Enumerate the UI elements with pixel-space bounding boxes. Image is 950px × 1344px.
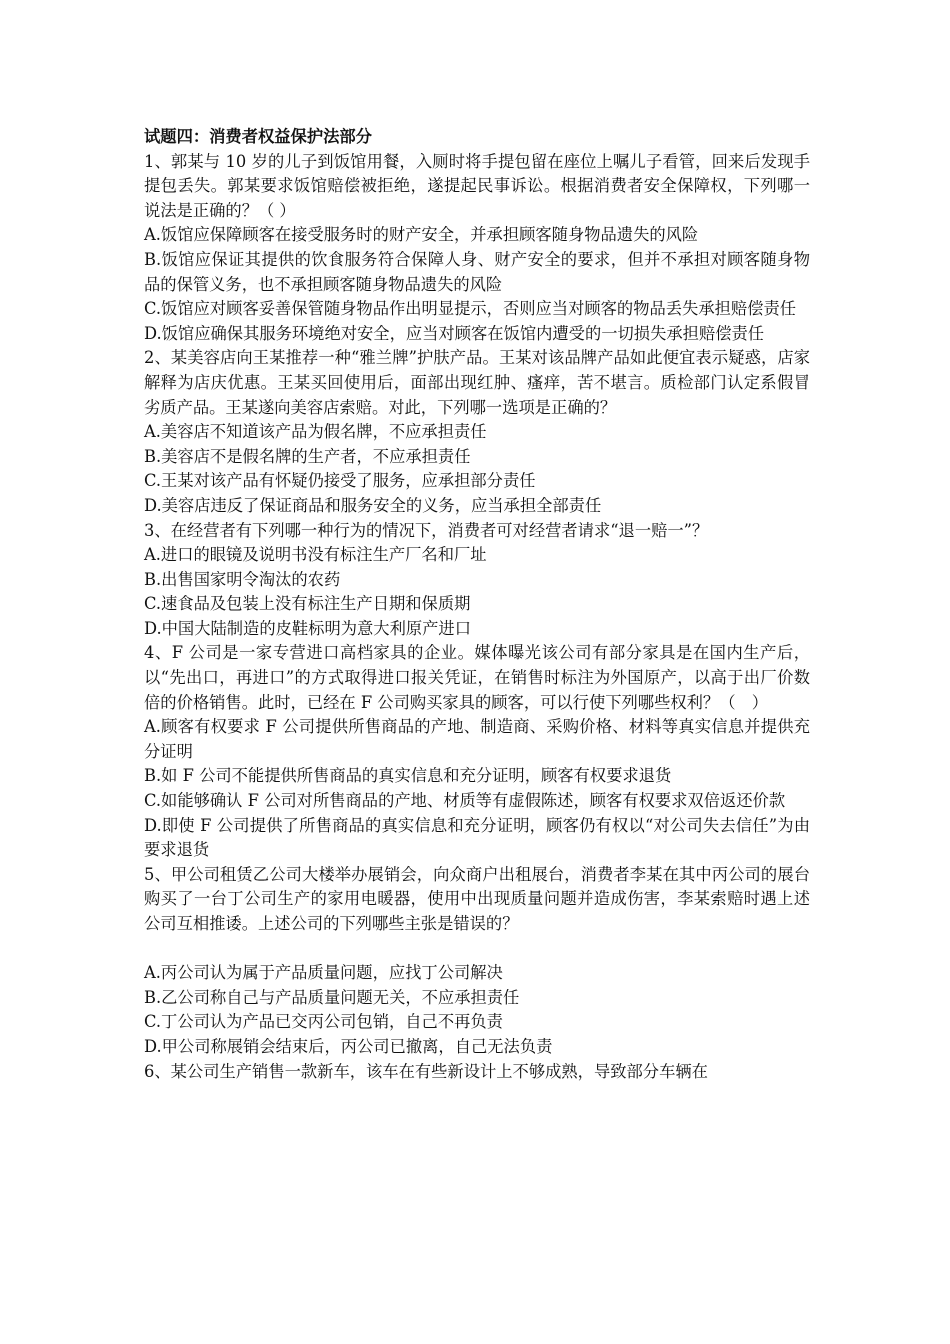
question-5-option-c: C.丁公司认为产品已交丙公司包销，自己不再负责 bbox=[144, 1012, 503, 1032]
question-5-stem: 5、甲公司租赁乙公司大楼举办展销会，向众商户出租展台，消费者李某在其中丙公司的展台购买了一台丁公司生产的家用电暖器，使用中出现质量问题并造成伤害，李某索赔时遇上述公司互相推诿。上述公司的下列哪些主张是错误的？ bbox=[144, 864, 810, 933]
question-3-stem: 3、在经营者有下列哪一种行为的情况下，消费者可对经营者请求“退一赔一”？ bbox=[144, 520, 709, 540]
question-2-stem: 2、某美容店向王某推荐一种“雅兰牌”护肤产品。王某对该品牌产品如此便宜表示疑惑，店家解释为店庆优惠。王某买回使用后，面部出现红肿、瘙痒，苦不堪言。质检部门认定系假冒劣质产品。王某遂向美容店索赔。对此，下列哪一选项是正确的？ bbox=[144, 348, 810, 417]
question-5-option-b: B.乙公司称自己与产品质量问题无关，不应承担责任 bbox=[144, 987, 520, 1007]
question-1-option-a: A.饭馆应保障顾客在接受服务时的财产安全，并承担顾客随身物品遗失的风险 bbox=[144, 225, 699, 245]
blank-line bbox=[144, 937, 810, 962]
question-4-option-b: B.如 F 公司不能提供所售商品的真实信息和充分证明，顾客有权要求退货 bbox=[144, 766, 672, 786]
question-1-option-d: D.饭馆应确保其服务环境绝对安全，应当对顾客在饭馆内遭受的一切损失承担赔偿责任 bbox=[144, 323, 765, 343]
question-1-option-b: B.饭馆应保证其提供的饮食服务符合保障人身、财产安全的要求，但并不承担对顾客随身物品的保管义务，也不承担顾客随身物品遗失的风险 bbox=[144, 249, 810, 294]
question-5-option-d: D.甲公司称展销会结束后，丙公司已撤离，自己无法负责 bbox=[144, 1036, 553, 1056]
question-2-option-c: C.王某对该产品有怀疑仍接受了服务，应承担部分责任 bbox=[144, 471, 536, 491]
question-4-option-a: A.顾客有权要求 F 公司提供所售商品的产地、制造商、采购价格、材料等真实信息并提供充分证明 bbox=[144, 717, 810, 761]
question-4-stem: 4、F 公司是一家专营进口高档家具的企业。媒体曝光该公司有部分家具是在国内生产后，以“先出口，再进口”的方式取得进口报关凭证，在销售时标注为外国原产，以高于出厂价数倍的价格销售。此时，已经在 F 公司购买家具的顾客，可以行使下列哪些权利？（ ） bbox=[144, 643, 810, 712]
question-3-option-c: C.速食品及包装上没有标注生产日期和保质期 bbox=[144, 594, 471, 614]
question-2-option-d: D.美容店违反了保证商品和服务安全的义务，应当承担全部责任 bbox=[144, 495, 602, 515]
question-1-stem: 1、郭某与 10 岁的儿子到饭馆用餐，入厕时将手提包留在座位上嘱儿子看管，回来后发现手提包丢失。郭某要求饭馆赔偿被拒绝，遂提起民事诉讼。根据消费者安全保障权，下列哪一说法是正确的？（ ） bbox=[144, 151, 810, 220]
question-4-option-c: C.如能够确认 F 公司对所售商品的产地、材质等有虚假陈述，顾客有权要求双倍返还价款 bbox=[144, 791, 786, 811]
document-body bbox=[144, 125, 810, 1084]
question-2-option-a: A.美容店不知道该产品为假名牌，不应承担责任 bbox=[144, 422, 487, 442]
question-1-option-c: C.饭馆应对顾客妥善保管随身物品作出明显提示，否则应当对顾客的物品丢失承担赔偿责任 bbox=[144, 299, 797, 319]
section-title: 试题四：消费者权益保护法部分 bbox=[144, 127, 372, 146]
question-3-option-a: A.进口的眼镜及说明书没有标注生产厂名和厂址 bbox=[144, 545, 487, 565]
question-3-option-d: D.中国大陆制造的皮鞋标明为意大利原产进口 bbox=[144, 618, 471, 638]
question-5-option-a: A.丙公司认为属于产品质量问题，应找丁公司解决 bbox=[144, 963, 503, 983]
question-3-option-b: B.出售国家明令淘汰的农药 bbox=[144, 569, 341, 589]
question-4-option-d: D.即使 F 公司提供了所售商品的真实信息和充分证明，顾客仍有权以“对公司失去信任”为由要求退货 bbox=[144, 815, 810, 860]
question-6-stem: 6、某公司生产销售一款新车，该车在有些新设计上不够成熟，导致部分车辆在 bbox=[144, 1061, 708, 1081]
question-2-option-b: B.美容店不是假名牌的生产者，不应承担责任 bbox=[144, 446, 471, 466]
